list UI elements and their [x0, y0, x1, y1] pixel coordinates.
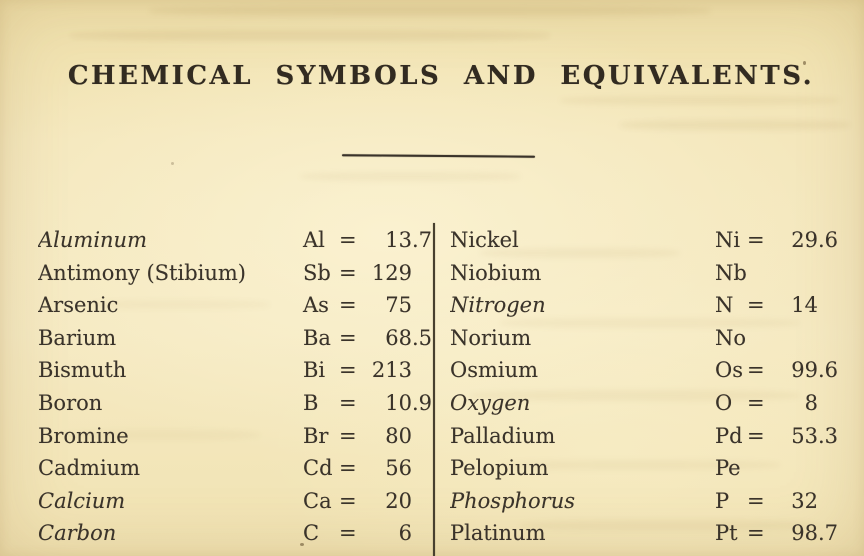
- element-symbol: As: [303, 293, 329, 318]
- equals-sign: =: [339, 228, 357, 252]
- element-name: Norium: [450, 325, 532, 350]
- element-row: [38, 517, 428, 550]
- equals-sign: =: [339, 325, 357, 350]
- element-row: [38, 485, 428, 518]
- element-symbol: Ca: [303, 488, 332, 513]
- element-symbol: C: [303, 521, 320, 546]
- element-name: Nitrogen: [450, 293, 546, 318]
- table-column-right: [450, 224, 839, 550]
- element-symbol: Sb: [303, 260, 331, 285]
- page-title: CHEMICAL SYMBOLS AND EQUIVALENTS.: [67, 61, 815, 91]
- table-column-left: [38, 224, 433, 550]
- element-value-dec: .7: [818, 521, 839, 546]
- equals-sign: =: [339, 456, 357, 481]
- element-row: [450, 420, 839, 453]
- element-row: [450, 452, 834, 485]
- element-value-int: 29: [791, 228, 818, 252]
- element-value-int: 14: [791, 293, 818, 318]
- element-row: [38, 452, 428, 485]
- element-row: [38, 224, 433, 257]
- element-value-dec: .3: [818, 423, 839, 448]
- element-value-int: 56: [385, 456, 412, 481]
- element-row: [450, 517, 839, 550]
- element-name: Arsenic: [38, 293, 119, 318]
- bleedthrough-smudge: [560, 96, 840, 105]
- element-symbol: P: [715, 488, 730, 513]
- element-symbol: Os: [715, 358, 743, 383]
- element-name: Bismuth: [38, 358, 127, 383]
- equals-sign: =: [747, 293, 765, 318]
- equals-sign: =: [747, 488, 765, 513]
- element-symbol: Br: [303, 423, 329, 448]
- element-row: [450, 387, 834, 420]
- element-value-int: 8: [804, 390, 818, 415]
- element-name: Niobium: [450, 260, 542, 285]
- element-row: [450, 257, 834, 290]
- element-value-int: 99: [791, 358, 818, 383]
- element-name: Pelopium: [450, 456, 549, 481]
- element-row: [450, 354, 839, 387]
- equals-sign: =: [339, 260, 357, 285]
- element-name: Palladium: [450, 423, 556, 448]
- bleedthrough-smudge: [150, 6, 710, 16]
- equals-sign: =: [339, 488, 357, 513]
- title-divider-rule: [342, 154, 535, 158]
- element-name: Carbon: [38, 521, 117, 546]
- bleedthrough-smudge: [300, 172, 520, 181]
- element-value-int: 75: [385, 293, 412, 318]
- equals-sign: =: [747, 358, 765, 383]
- element-name: Nickel: [450, 228, 519, 252]
- column-divider: [433, 223, 435, 556]
- paper-speck: [171, 162, 174, 165]
- element-row: [38, 322, 433, 355]
- element-row: [450, 322, 834, 355]
- element-name: Aluminum: [38, 228, 147, 252]
- element-value-int: 80: [385, 423, 412, 448]
- element-symbol: Bi: [303, 358, 326, 383]
- element-name: Osmium: [450, 358, 539, 383]
- element-value-int: 10: [385, 390, 412, 415]
- element-symbol: B: [303, 390, 319, 415]
- equals-sign: =: [747, 228, 765, 252]
- element-symbol: Ni: [715, 228, 741, 252]
- element-symbol: Ba: [303, 325, 331, 350]
- element-row: [450, 485, 834, 518]
- element-value-int: 6: [398, 521, 412, 546]
- bleedthrough-smudge: [620, 120, 850, 130]
- element-name: Boron: [38, 390, 103, 415]
- element-value-int: 20: [385, 488, 412, 513]
- element-symbol: N: [715, 293, 734, 318]
- equals-sign: =: [747, 521, 765, 546]
- element-symbol: Pe: [715, 456, 741, 481]
- element-name: Calcium: [38, 488, 126, 513]
- element-symbol: No: [715, 325, 747, 350]
- equals-sign: =: [339, 390, 357, 415]
- element-symbol: Al: [303, 228, 325, 252]
- element-row: [450, 224, 839, 257]
- element-value-int: 13: [385, 228, 412, 252]
- element-name: Barium: [38, 325, 117, 350]
- element-symbol: Nb: [715, 260, 747, 285]
- equals-sign: =: [747, 390, 765, 415]
- element-value-int: 213: [371, 358, 412, 383]
- element-name: Phosphorus: [450, 488, 576, 513]
- element-row: [38, 257, 428, 290]
- element-name: Bromine: [38, 423, 129, 448]
- equals-sign: =: [339, 293, 357, 318]
- element-name: Antimony (Stibium): [38, 260, 246, 285]
- element-value-int: 129: [371, 260, 412, 285]
- element-value-dec: .6: [818, 228, 839, 252]
- equals-sign: =: [339, 521, 357, 546]
- element-name: Oxygen: [450, 390, 531, 415]
- element-symbol: Pd: [715, 423, 743, 448]
- element-row: [38, 387, 433, 420]
- element-row: [38, 354, 428, 387]
- element-name: Cadmium: [38, 456, 141, 481]
- equals-sign: =: [339, 358, 357, 383]
- element-value-int: 32: [791, 488, 818, 513]
- element-value-int: 53: [791, 423, 818, 448]
- element-name: Platinum: [450, 521, 546, 546]
- element-value-dec: .9: [412, 390, 433, 415]
- element-value-dec: .5: [412, 325, 433, 350]
- element-value-dec: .7: [412, 228, 433, 252]
- element-value-int: 68: [385, 325, 412, 350]
- element-value-dec: .6: [818, 358, 839, 383]
- bleedthrough-smudge: [70, 30, 550, 41]
- element-row: [38, 420, 428, 453]
- element-value-int: 98: [791, 521, 818, 546]
- element-symbol: O: [715, 390, 733, 415]
- element-row: [38, 289, 428, 322]
- element-symbol: Pt: [715, 521, 738, 546]
- element-row: [450, 289, 834, 322]
- equals-sign: =: [339, 423, 357, 448]
- equals-sign: =: [747, 423, 765, 448]
- element-symbol: Cd: [303, 456, 333, 481]
